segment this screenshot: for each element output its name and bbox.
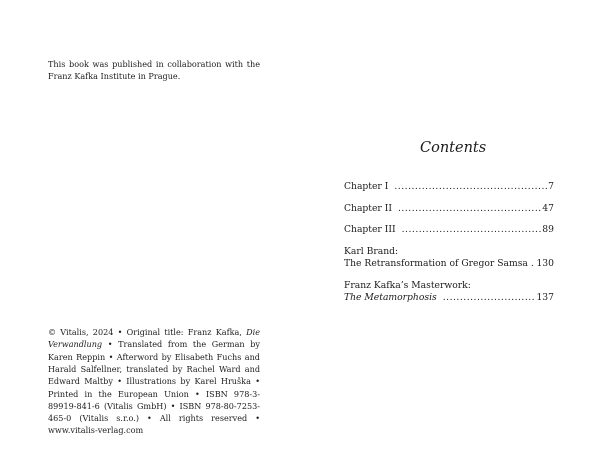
toc-entry-author-line: Franz Kafka’s Masterwork: xyxy=(344,279,471,291)
table-of-contents xyxy=(344,181,554,314)
dot-leader xyxy=(398,203,541,216)
toc-entry-chapter-2[interactable] xyxy=(344,203,554,216)
toc-entry-author-line: Karl Brand: xyxy=(344,245,399,257)
dot-leader xyxy=(443,292,536,305)
toc-label: The Metamorphosis xyxy=(344,292,437,303)
toc-label: Chapter I xyxy=(344,181,389,192)
collaboration-note: This book was published in collaboration with the Franz Kafka Institute in Prague. xyxy=(48,59,260,82)
toc-entry-retransformation[interactable] xyxy=(344,246,554,271)
dot-leader xyxy=(394,181,547,194)
toc-entry-chapter-1[interactable] xyxy=(344,181,554,194)
toc-page-number: 47 xyxy=(542,202,554,214)
toc-page-number: 7 xyxy=(548,181,554,192)
toc-row xyxy=(344,258,554,271)
dot-leader xyxy=(402,224,542,237)
toc-row xyxy=(344,224,554,237)
toc-label: Chapter II xyxy=(344,202,393,214)
colophon-original-title: Die Verwandlung xyxy=(48,327,260,350)
colophon-copyright: © Vitalis, 2024 • Original title: Franz Kafka, xyxy=(48,327,247,338)
toc-page-number: 89 xyxy=(542,224,554,235)
toc-row xyxy=(344,203,554,216)
colophon xyxy=(48,326,260,437)
right-page xyxy=(300,0,600,475)
toc-entry-masterwork[interactable] xyxy=(344,280,554,305)
contents-heading: Contents xyxy=(420,140,487,156)
toc-page-number: 137 xyxy=(536,292,554,303)
dot-leader xyxy=(531,258,536,271)
toc-row xyxy=(344,181,554,194)
toc-entry-chapter-3[interactable] xyxy=(344,224,554,237)
toc-page-number: 130 xyxy=(536,258,554,269)
colophon-credits: • Translated from the German by Karen Reppin • Afterword by Elisabeth Fuchs and Harald Salfellner, translated by Rachel Ward and Edward Maltby • Illustrations by Karel Hruška • Printed in the European Union • ISBN 978-3-89919-841-6 (Vitalis GmbH) • ISBN 978-80-7253-465-0 (Vitalis s.r.o.) • All rights reserved • www.vitalis-verlag.com xyxy=(48,339,260,436)
toc-label: The Retransformation of Gregor Samsa xyxy=(344,258,528,269)
toc-row xyxy=(344,292,554,305)
toc-label: Chapter III xyxy=(344,224,396,235)
